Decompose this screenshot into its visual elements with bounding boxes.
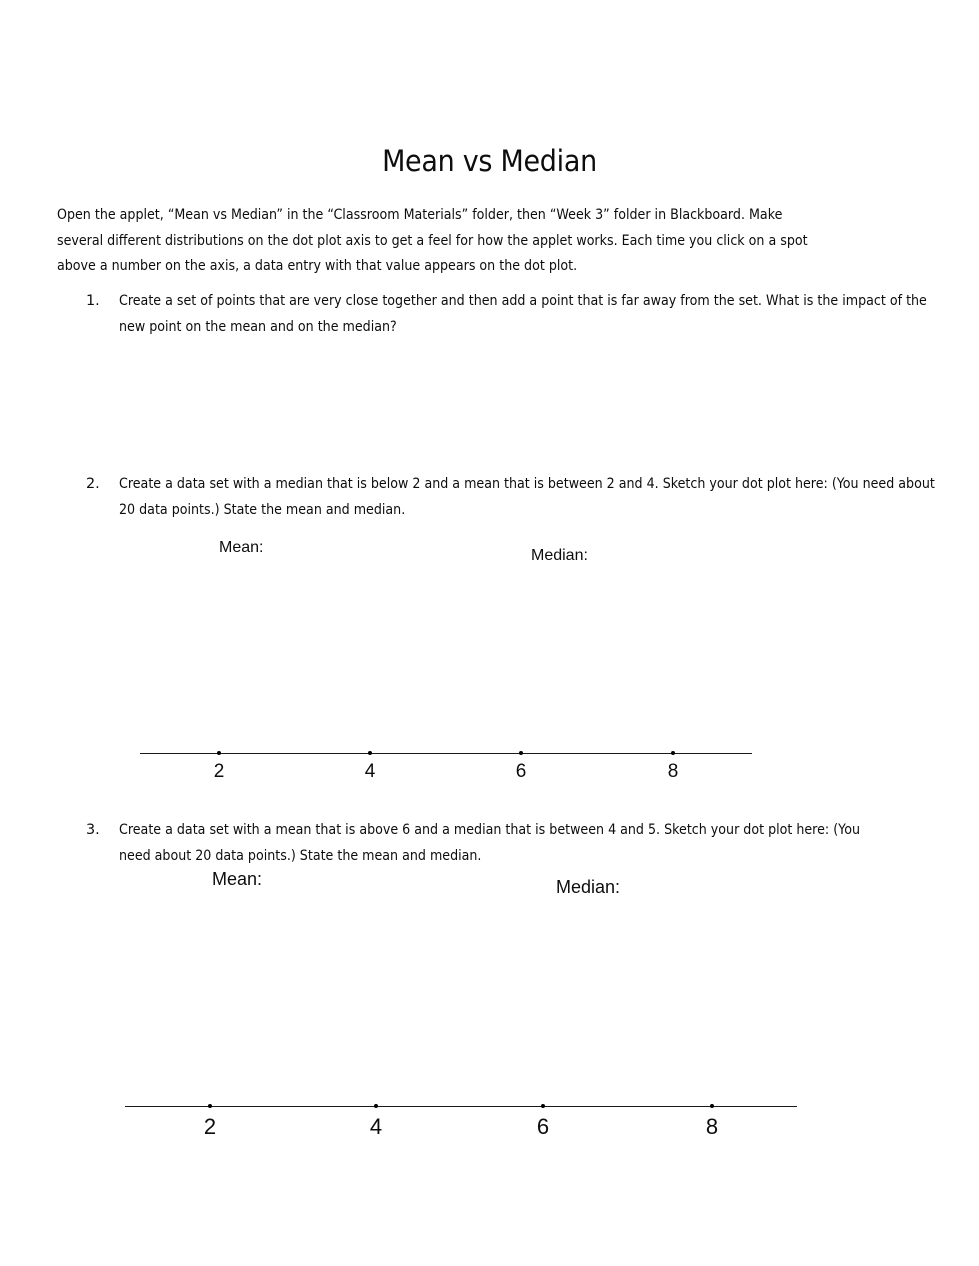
axis-tick-label: 2 [213, 761, 225, 782]
median-label-question-2: Median: [531, 547, 588, 564]
axis-tick-label: 2 [203, 1114, 217, 1139]
axis-tick-dot [710, 1104, 714, 1108]
axis-tick-dot [374, 1104, 378, 1108]
axis-tick-label: 4 [369, 1114, 383, 1139]
question-text-1: Create a set of points that are very close together and then add a point that is far away from the set. What is the impact of the new point on the mean and on the median? [119, 293, 927, 335]
page-title: Mean vs Median [382, 144, 597, 178]
mean-label-question-2: Mean: [219, 539, 264, 556]
axis-line [125, 1106, 797, 1107]
axis-tick-dot [671, 751, 675, 755]
axis-tick-label: 8 [705, 1114, 719, 1139]
axis-tick-label: 4 [364, 761, 376, 782]
axis-tick-dot [368, 751, 372, 755]
axis-tick-label: 6 [536, 1114, 550, 1139]
question-text-2: Create a data set with a median that is below 2 and a mean that is between 2 and 4. Sketch your dot plot here: (You need about 20 data points.) State the mean and median. [119, 476, 935, 518]
axis-tick-dot [208, 1104, 212, 1108]
axis-tick-label: 6 [515, 761, 527, 782]
axis-tick-dot [541, 1104, 545, 1108]
question-text-3: Create a data set with a mean that is above 6 and a median that is between 4 and 5. Sketch your dot plot here: (You need about 20 data points.) State the mean and median. [119, 822, 860, 864]
question-number-3: 3. [86, 822, 100, 838]
mean-label-question-3: Mean: [212, 869, 263, 889]
question-number-2: 2. [86, 476, 100, 492]
axis-line [140, 753, 752, 754]
axis-tick-dot [519, 751, 523, 755]
question-number-1: 1. [86, 293, 100, 309]
axis-tick-label: 8 [667, 761, 679, 782]
median-label-question-3: Median: [556, 877, 621, 897]
axis-tick-dot [217, 751, 221, 755]
intro-paragraph: Open the applet, “Mean vs Median” in the “Classroom Materials” folder, then “Week 3” folder in Blackboard. Make several different distributions on the dot plot axis to get a feel for how the applet works. Each time you click on a spot above a number on the axis, a data entry with that value appears on the dot plot. [57, 207, 808, 274]
